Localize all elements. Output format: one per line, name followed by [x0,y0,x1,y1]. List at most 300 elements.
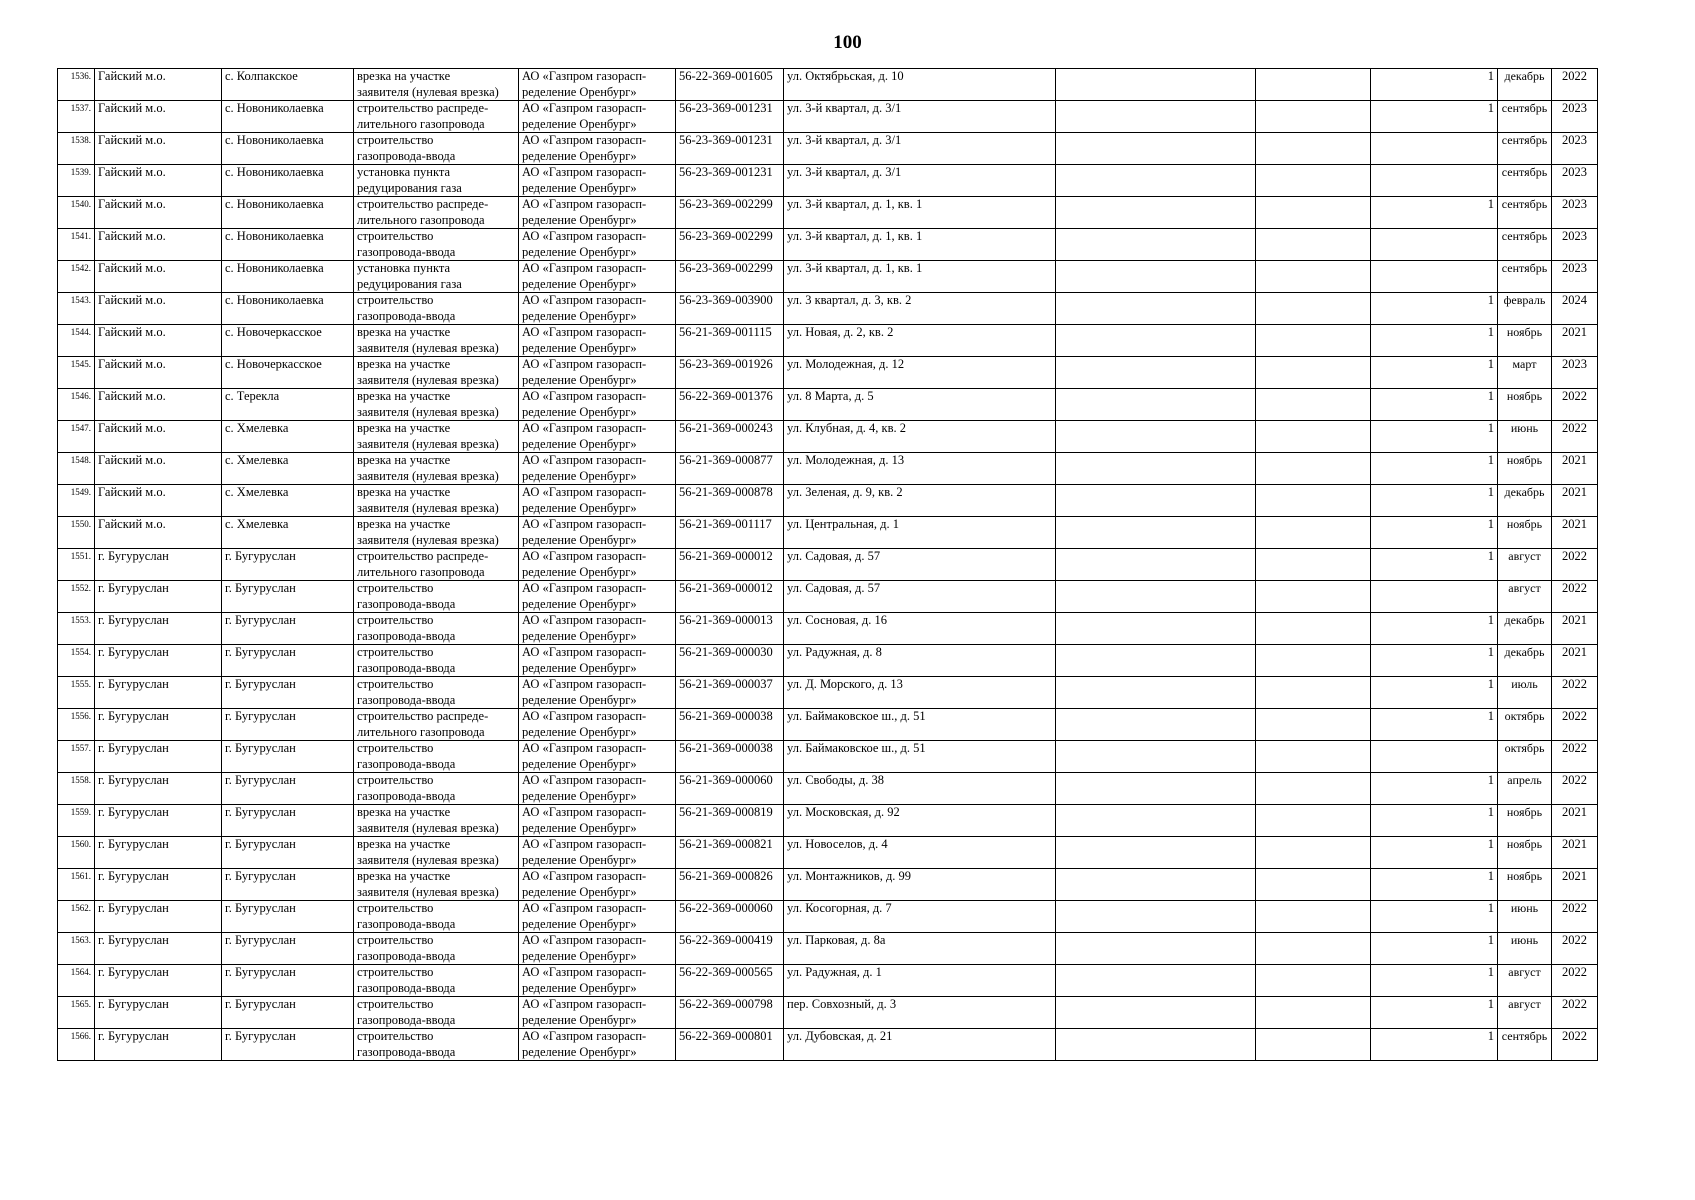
table-row [58,133,1598,165]
count-cell: 1 [1371,773,1498,805]
year-cell: 2023 [1552,133,1598,165]
locality-cell: г. Бугуруслан [222,709,354,741]
count-cell [1371,165,1498,197]
district-cell: г. Бугуруслан [95,773,222,805]
address-cell: пер. Совхозный, д. 3 [784,997,1056,1029]
district-cell: г. Бугуруслан [95,677,222,709]
gasification-table [57,68,1598,1061]
month-cell: февраль [1498,293,1552,325]
district-cell: г. Бугуруслан [95,613,222,645]
organization-cell [519,165,676,197]
count-cell: 1 [1371,965,1498,997]
work-type-line: строительство [357,133,434,147]
address-cell: ул. Баймаковское ш., д. 51 [784,741,1056,773]
month-cell: ноябрь [1498,805,1552,837]
month-cell: сентябрь [1498,1029,1552,1061]
table-row [58,677,1598,709]
organization-line: АО «Газпром газорасп- [522,741,647,755]
year-cell: 2023 [1552,357,1598,389]
empty-cell [1256,101,1371,133]
month-cell: сентябрь [1498,165,1552,197]
organization-line: АО «Газпром газорасп- [522,229,647,243]
row-number-cell: 1549. [58,485,95,517]
work-type-line: лительного газопровода [357,724,485,739]
month-cell: июнь [1498,421,1552,453]
work-type-line: заявителя (нулевая врезка) [357,372,499,387]
table-row [58,293,1598,325]
organization-line: ределение Оренбург» [522,948,637,963]
organization-line: АО «Газпром газорасп- [522,517,647,531]
address-cell: ул. Радужная, д. 8 [784,645,1056,677]
object-code-cell: 56-21-369-000038 [676,741,784,773]
month-cell: декабрь [1498,613,1552,645]
address-cell: ул. Зеленая, д. 9, кв. 2 [784,485,1056,517]
table-row [58,421,1598,453]
table-row [58,709,1598,741]
organization-line: ределение Оренбург» [522,404,637,419]
organization-line: АО «Газпром газорасп- [522,325,647,339]
month-cell: июнь [1498,901,1552,933]
address-cell: ул. Парковая, д. 8а [784,933,1056,965]
organization-line: ределение Оренбург» [522,1012,637,1027]
locality-cell: с. Новониколаевка [222,293,354,325]
empty-cell [1056,485,1256,517]
empty-cell [1256,869,1371,901]
address-cell: ул. 3-й квартал, д. 3/1 [784,165,1056,197]
empty-cell [1056,869,1256,901]
count-cell: 1 [1371,901,1498,933]
organization-cell [519,133,676,165]
empty-cell [1056,709,1256,741]
organization-line: ределение Оренбург» [522,596,637,611]
organization-line: ределение Оренбург» [522,756,637,771]
locality-cell: г. Бугуруслан [222,613,354,645]
district-cell: Гайский м.о. [95,357,222,389]
work-type-line: строительство [357,581,434,595]
object-code-cell: 56-22-369-000798 [676,997,784,1029]
organization-line: АО «Газпром газорасп- [522,805,647,819]
empty-cell [1256,805,1371,837]
locality-cell: с. Новониколаевка [222,229,354,261]
row-number-cell: 1554. [58,645,95,677]
work-type-line: газопровода-ввода [357,692,456,707]
address-cell: ул. Молодежная, д. 13 [784,453,1056,485]
locality-cell: с. Новочеркасское [222,357,354,389]
row-number-cell: 1540. [58,197,95,229]
empty-cell [1256,261,1371,293]
district-cell: Гайский м.о. [95,389,222,421]
organization-line: ределение Оренбург» [522,340,637,355]
month-cell: ноябрь [1498,837,1552,869]
address-cell: ул. Центральная, д. 1 [784,517,1056,549]
year-cell: 2022 [1552,965,1598,997]
organization-cell [519,805,676,837]
address-cell: ул. Новая, д. 2, кв. 2 [784,325,1056,357]
district-cell: Гайский м.о. [95,133,222,165]
organization-line: АО «Газпром газорасп- [522,165,647,179]
locality-cell: г. Бугуруслан [222,965,354,997]
district-cell: г. Бугуруслан [95,933,222,965]
empty-cell [1256,517,1371,549]
empty-cell [1056,421,1256,453]
locality-cell: с. Новониколаевка [222,261,354,293]
empty-cell [1056,549,1256,581]
organization-line: АО «Газпром газорасп- [522,261,647,275]
row-number-cell: 1559. [58,805,95,837]
year-cell: 2022 [1552,677,1598,709]
row-number-cell: 1558. [58,773,95,805]
district-cell: г. Бугуруслан [95,965,222,997]
table-row [58,581,1598,613]
month-cell: ноябрь [1498,869,1552,901]
object-code-cell: 56-21-369-000012 [676,549,784,581]
locality-cell: с. Колпакское [222,69,354,101]
work-type-line: врезка на участке [357,517,451,531]
district-cell: Гайский м.о. [95,165,222,197]
year-cell: 2022 [1552,1029,1598,1061]
organization-line: ределение Оренбург» [522,916,637,931]
count-cell [1371,229,1498,261]
count-cell: 1 [1371,293,1498,325]
work-type-line: редуцирования газа [357,180,462,195]
page-number: 100 [833,32,862,53]
row-number-cell: 1564. [58,965,95,997]
organization-cell [519,837,676,869]
table-row [58,165,1598,197]
address-cell: ул. 3-й квартал, д. 3/1 [784,133,1056,165]
work-type-line: газопровода-ввода [357,980,456,995]
work-type-line: строительство распреде- [357,549,489,563]
object-code-cell: 56-22-369-000565 [676,965,784,997]
row-number-cell: 1555. [58,677,95,709]
address-cell: ул. Московская, д. 92 [784,805,1056,837]
district-cell: г. Бугуруслан [95,581,222,613]
work-type-line: заявителя (нулевая врезка) [357,884,499,899]
table-row [58,197,1598,229]
locality-cell: г. Бугуруслан [222,805,354,837]
month-cell: август [1498,581,1552,613]
month-cell: сентябрь [1498,101,1552,133]
object-code-cell: 56-23-369-003900 [676,293,784,325]
work-type-cell [354,677,519,709]
month-cell: июнь [1498,933,1552,965]
locality-cell: с. Хмелевка [222,421,354,453]
empty-cell [1056,1029,1256,1061]
row-number-cell: 1539. [58,165,95,197]
address-cell: ул. Баймаковское ш., д. 51 [784,709,1056,741]
organization-line: ределение Оренбург» [522,884,637,899]
work-type-line: строительство распреде- [357,197,489,211]
organization-line: АО «Газпром газорасп- [522,869,647,883]
organization-line: АО «Газпром газорасп- [522,197,647,211]
year-cell: 2021 [1552,613,1598,645]
month-cell: сентябрь [1498,197,1552,229]
work-type-cell [354,837,519,869]
empty-cell [1056,229,1256,261]
district-cell: Гайский м.о. [95,229,222,261]
month-cell: апрель [1498,773,1552,805]
address-cell: ул. Д. Морского, д. 13 [784,677,1056,709]
empty-cell [1256,485,1371,517]
work-type-line: врезка на участке [357,389,451,403]
table-row [58,805,1598,837]
table-row [58,357,1598,389]
empty-cell [1056,901,1256,933]
work-type-cell [354,389,519,421]
row-number-cell: 1537. [58,101,95,133]
locality-cell: с. Новониколаевка [222,133,354,165]
empty-cell [1256,549,1371,581]
organization-line: АО «Газпром газорасп- [522,453,647,467]
organization-line: АО «Газпром газорасп- [522,933,647,947]
work-type-cell [354,869,519,901]
work-type-cell [354,69,519,101]
work-type-cell [354,581,519,613]
organization-line: ределение Оренбург» [522,564,637,579]
count-cell [1371,581,1498,613]
organization-cell [519,581,676,613]
locality-cell: с. Хмелевка [222,517,354,549]
organization-line: ределение Оренбург» [522,276,637,291]
year-cell: 2021 [1552,325,1598,357]
district-cell: Гайский м.о. [95,69,222,101]
work-type-cell [354,805,519,837]
empty-cell [1256,133,1371,165]
work-type-cell [354,997,519,1029]
object-code-cell: 56-21-369-000012 [676,581,784,613]
empty-cell [1256,293,1371,325]
work-type-cell [354,101,519,133]
locality-cell: с. Хмелевка [222,453,354,485]
table-row [58,869,1598,901]
empty-cell [1056,837,1256,869]
work-type-line: строительство распреде- [357,101,489,115]
organization-line: АО «Газпром газорасп- [522,69,647,83]
work-type-cell [354,645,519,677]
empty-cell [1256,613,1371,645]
organization-line: АО «Газпром газорасп- [522,709,647,723]
work-type-line: врезка на участке [357,357,451,371]
address-cell: ул. Дубовская, д. 21 [784,1029,1056,1061]
organization-cell [519,869,676,901]
address-cell: ул. Монтажников, д. 99 [784,869,1056,901]
address-cell: ул. Радужная, д. 1 [784,965,1056,997]
work-type-line: газопровода-ввода [357,660,456,675]
table-row [58,901,1598,933]
month-cell: октябрь [1498,741,1552,773]
work-type-cell [354,261,519,293]
table-row [58,965,1598,997]
table-row [58,261,1598,293]
month-cell: октябрь [1498,709,1552,741]
count-cell [1371,261,1498,293]
count-cell: 1 [1371,837,1498,869]
table-row [58,613,1598,645]
organization-line: ределение Оренбург» [522,788,637,803]
count-cell: 1 [1371,869,1498,901]
work-type-line: газопровода-ввода [357,308,456,323]
empty-cell [1256,581,1371,613]
empty-cell [1256,645,1371,677]
month-cell: ноябрь [1498,517,1552,549]
organization-line: АО «Газпром газорасп- [522,581,647,595]
work-type-line: строительство [357,997,434,1011]
organization-line: АО «Газпром газорасп- [522,901,647,915]
object-code-cell: 56-21-369-000243 [676,421,784,453]
address-cell: ул. Садовая, д. 57 [784,549,1056,581]
table-row [58,101,1598,133]
work-type-line: строительство [357,613,434,627]
year-cell: 2023 [1552,229,1598,261]
address-cell: ул. Свободы, д. 38 [784,773,1056,805]
locality-cell: с. Новониколаевка [222,197,354,229]
empty-cell [1056,997,1256,1029]
empty-cell [1256,357,1371,389]
row-number-cell: 1546. [58,389,95,421]
year-cell: 2023 [1552,261,1598,293]
district-cell: г. Бугуруслан [95,549,222,581]
organization-line: АО «Газпром газорасп- [522,293,647,307]
district-cell: г. Бугуруслан [95,997,222,1029]
organization-line: АО «Газпром газорасп- [522,421,647,435]
year-cell: 2021 [1552,517,1598,549]
year-cell: 2022 [1552,933,1598,965]
district-cell: Гайский м.о. [95,293,222,325]
row-number-cell: 1566. [58,1029,95,1061]
empty-cell [1256,901,1371,933]
organization-line: ределение Оренбург» [522,468,637,483]
address-cell: ул. 3-й квартал, д. 1, кв. 1 [784,229,1056,261]
organization-line: АО «Газпром газорасп- [522,997,647,1011]
address-cell: ул. 3-й квартал, д. 1, кв. 1 [784,197,1056,229]
locality-cell: г. Бугуруслан [222,741,354,773]
empty-cell [1056,197,1256,229]
locality-cell: г. Бугуруслан [222,933,354,965]
work-type-line: строительство [357,965,434,979]
empty-cell [1256,965,1371,997]
address-cell: ул. Садовая, д. 57 [784,581,1056,613]
district-cell: г. Бугуруслан [95,869,222,901]
empty-cell [1056,357,1256,389]
work-type-line: газопровода-ввода [357,916,456,931]
work-type-cell [354,133,519,165]
empty-cell [1256,933,1371,965]
year-cell: 2022 [1552,773,1598,805]
locality-cell: г. Бугуруслан [222,581,354,613]
work-type-cell [354,741,519,773]
empty-cell [1256,165,1371,197]
organization-cell [519,421,676,453]
organization-line: АО «Газпром газорасп- [522,677,647,691]
organization-line: ределение Оренбург» [522,628,637,643]
organization-line: ределение Оренбург» [522,148,637,163]
organization-line: АО «Газпром газорасп- [522,357,647,371]
organization-line: ределение Оренбург» [522,1044,637,1059]
work-type-cell [354,965,519,997]
organization-cell [519,453,676,485]
organization-cell [519,229,676,261]
work-type-cell [354,613,519,645]
row-number-cell: 1557. [58,741,95,773]
month-cell: ноябрь [1498,389,1552,421]
work-type-cell [354,357,519,389]
empty-cell [1056,165,1256,197]
organization-line: ределение Оренбург» [522,116,637,131]
district-cell: Гайский м.о. [95,517,222,549]
organization-cell [519,645,676,677]
locality-cell: с. Терекла [222,389,354,421]
work-type-line: газопровода-ввода [357,148,456,163]
work-type-line: врезка на участке [357,69,451,83]
object-code-cell: 56-22-369-001605 [676,69,784,101]
empty-cell [1256,325,1371,357]
empty-cell [1256,837,1371,869]
locality-cell: г. Бугуруслан [222,773,354,805]
district-cell: Гайский м.о. [95,453,222,485]
year-cell: 2021 [1552,453,1598,485]
work-type-line: заявителя (нулевая врезка) [357,84,499,99]
organization-cell [519,677,676,709]
organization-cell [519,997,676,1029]
organization-line: ределение Оренбург» [522,372,637,387]
locality-cell: г. Бугуруслан [222,677,354,709]
organization-line: АО «Газпром газорасп- [522,1029,647,1043]
row-number-cell: 1563. [58,933,95,965]
work-type-line: строительство [357,933,434,947]
object-code-cell: 56-21-369-000878 [676,485,784,517]
object-code-cell: 56-21-369-000030 [676,645,784,677]
object-code-cell: 56-23-369-002299 [676,261,784,293]
count-cell: 1 [1371,805,1498,837]
locality-cell: г. Бугуруслан [222,645,354,677]
organization-cell [519,1029,676,1061]
work-type-line: врезка на участке [357,837,451,851]
district-cell: г. Бугуруслан [95,709,222,741]
organization-line: АО «Газпром газорасп- [522,389,647,403]
work-type-line: газопровода-ввода [357,628,456,643]
empty-cell [1056,517,1256,549]
object-code-cell: 56-22-369-001376 [676,389,784,421]
work-type-cell [354,325,519,357]
object-code-cell: 56-21-369-000877 [676,453,784,485]
month-cell: декабрь [1498,485,1552,517]
object-code-cell: 56-23-369-002299 [676,229,784,261]
empty-cell [1256,997,1371,1029]
work-type-line: врезка на участке [357,325,451,339]
work-type-line: редуцирования газа [357,276,462,291]
object-code-cell: 56-21-369-001115 [676,325,784,357]
empty-cell [1056,933,1256,965]
district-cell: Гайский м.о. [95,325,222,357]
year-cell: 2021 [1552,805,1598,837]
empty-cell [1056,773,1256,805]
table-row [58,69,1598,101]
row-number-cell: 1541. [58,229,95,261]
month-cell: август [1498,997,1552,1029]
table-row [58,837,1598,869]
district-cell: Гайский м.о. [95,261,222,293]
count-cell: 1 [1371,549,1498,581]
organization-line: ределение Оренбург» [522,244,637,259]
work-type-cell [354,1029,519,1061]
locality-cell: г. Бугуруслан [222,997,354,1029]
work-type-line: строительство распреде- [357,709,489,723]
work-type-line: газопровода-ввода [357,596,456,611]
empty-cell [1056,453,1256,485]
district-cell: г. Бугуруслан [95,645,222,677]
year-cell: 2023 [1552,101,1598,133]
work-type-line: заявителя (нулевая врезка) [357,532,499,547]
